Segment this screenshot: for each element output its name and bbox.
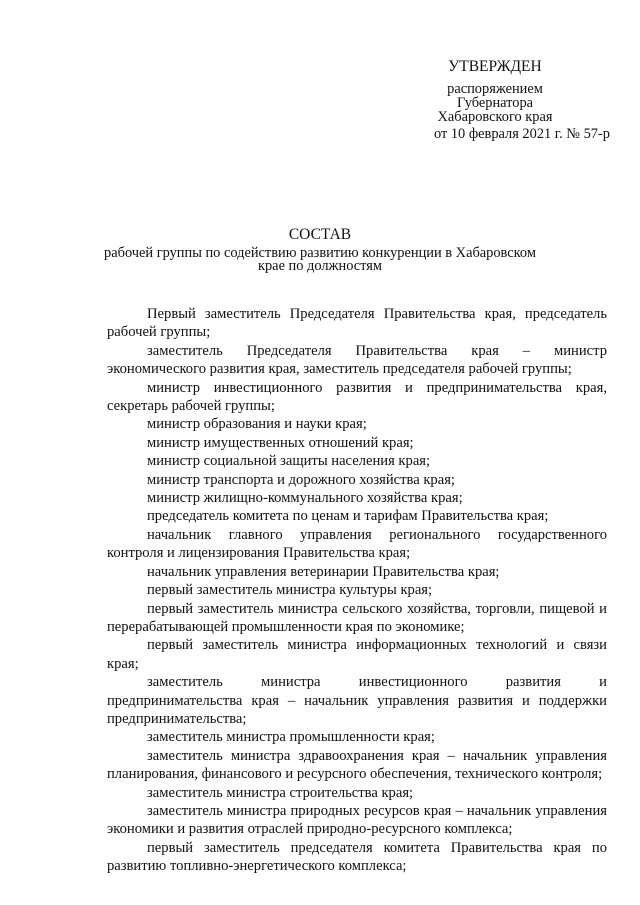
member-item: председатель комитета по ценам и тарифам Правительства края;	[147, 508, 549, 525]
member-item: заместитель министра здравоохранения края – начальник управления планирования, финансового и ресурсного обеспечения, технического контроля;	[107, 747, 607, 783]
member-item: заместитель министра инвестиционного развития и предпринимательства края – начальник управления развития и поддержки предпринимательства;	[107, 674, 607, 727]
member-item: министр жилищно-коммунального хозяйства края;	[147, 490, 463, 507]
approved-label: УТВЕРЖДЕН	[448, 58, 542, 75]
member-item: министр транспорта и дорожного хозяйства края;	[147, 471, 455, 488]
member-item: начальник управления ветеринарии Правительства края;	[147, 563, 500, 580]
member-item: министр социальной защиты населения края;	[147, 453, 431, 470]
member-item: Первый заместитель Председателя Правительства края, председатель рабочей группы;	[107, 306, 607, 341]
member-item: заместитель министра природных ресурсов края – начальник управления экономики и развития отраслей природно-ресурсного комплекса;	[107, 802, 607, 838]
approval-line-1: распоряжением	[447, 81, 543, 97]
approval-stamp	[380, 58, 610, 141]
member-item: начальник главного управления регионального государственного контроля и лицензирования Правительства края;	[107, 526, 607, 562]
approval-date: от 10 февраля 2021 г. № 57-р	[433, 126, 610, 142]
member-item: первый заместитель министра информационных технологий и связи края;	[107, 637, 607, 672]
member-item: министр инвестиционного развития и предпринимательства края, секретарь рабочей группы;	[107, 379, 607, 415]
member-item: заместитель Председателя Правительства края – министр экономического развития края, заместитель председателя рабочей группы;	[107, 342, 607, 378]
member-item: министр образования и науки края;	[147, 416, 367, 433]
members-list	[107, 305, 607, 876]
approval-line-2: Губернатора	[456, 95, 534, 111]
document-subtitle: рабочей группы по содействию развитию конкуренции в Хабаровском крае по должностям	[104, 245, 536, 274]
member-item: заместитель министра строительства края;	[147, 784, 414, 801]
approval-line-3: Хабаровского края	[437, 109, 553, 125]
member-item: министр имущественных отношений края;	[147, 434, 414, 451]
member-item: заместитель министра промышленности края;	[147, 729, 435, 746]
member-item: первый заместитель министра культуры края;	[147, 582, 433, 599]
member-item: первый заместитель председателя комитета Правительства края по развитию топливно-энергетического комплекса;	[107, 839, 607, 875]
member-item: первый заместитель министра сельского хозяйства, торговли, пищевой и перерабатывающей промышленности края по экономике;	[107, 600, 607, 635]
document-title: СОСТАВ	[288, 226, 352, 243]
